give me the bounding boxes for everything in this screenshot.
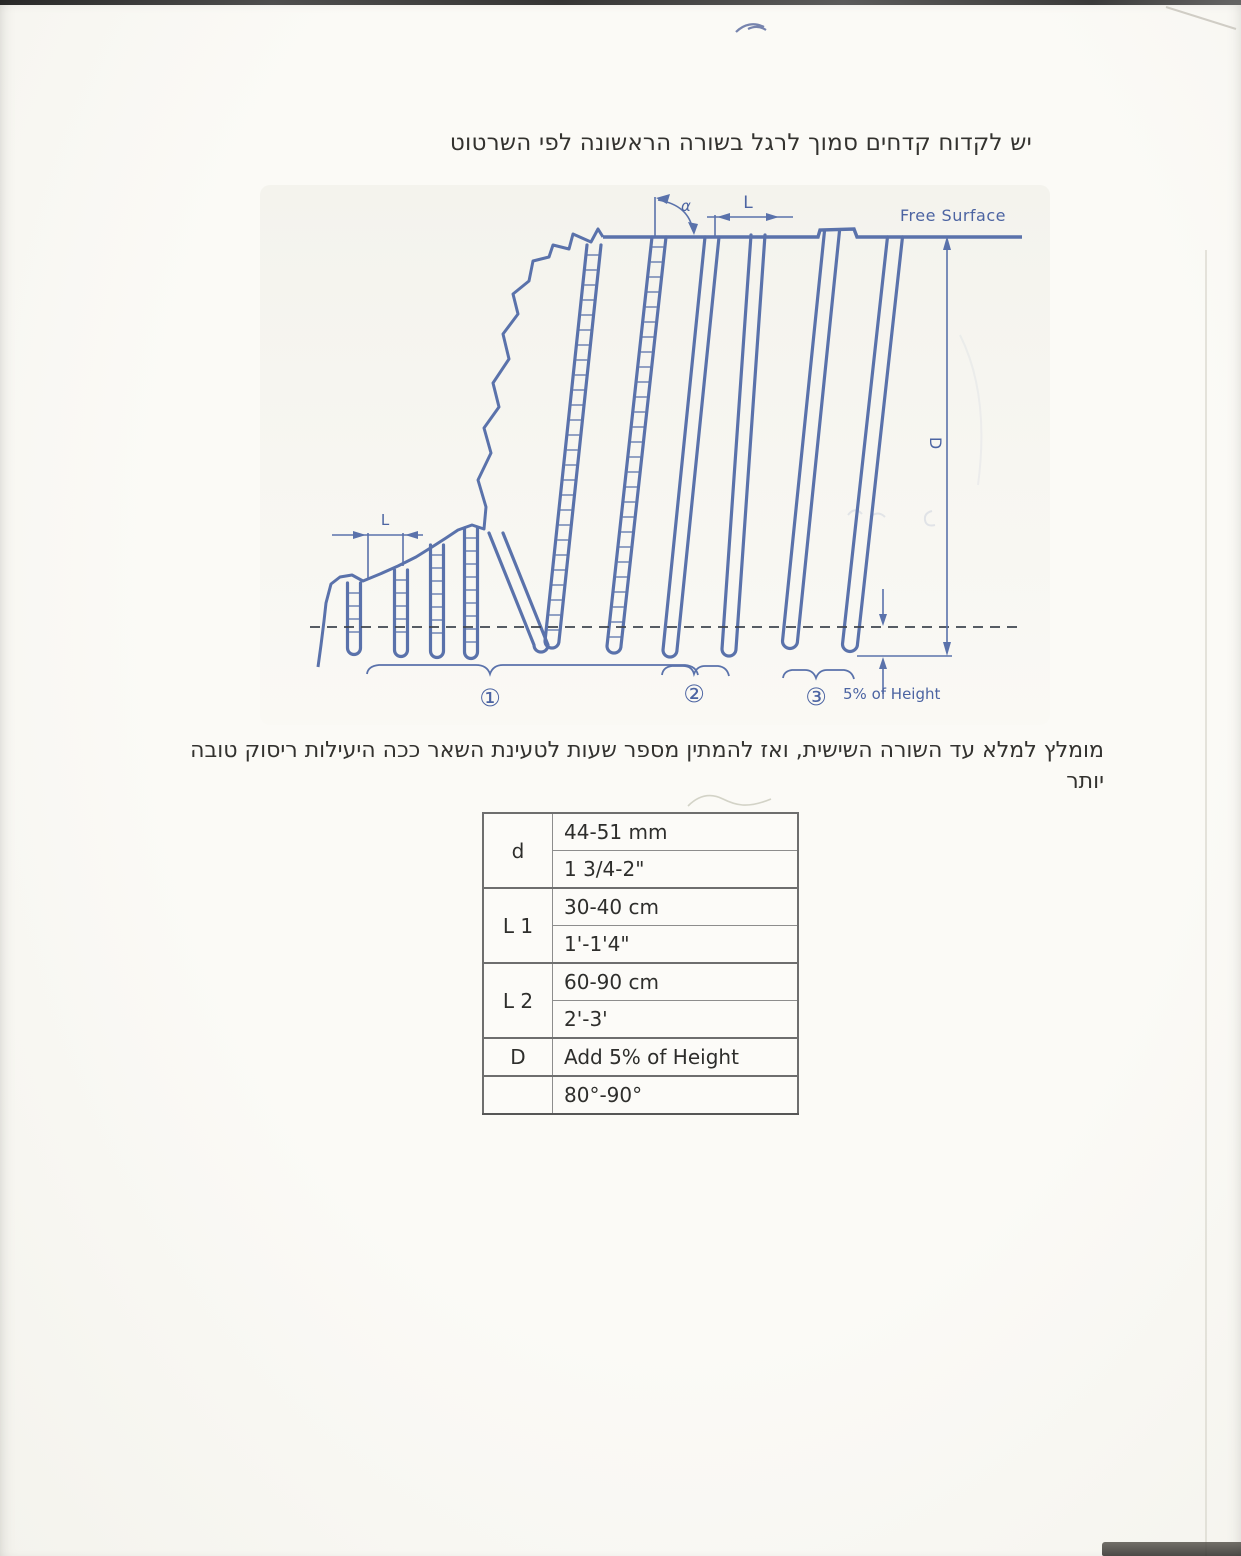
spec-table [482, 812, 799, 1115]
crease-mark [1162, 2, 1241, 34]
param-label-d: d [483, 813, 553, 888]
param-label-l2: L 2 [483, 963, 553, 1038]
note-paragraph [174, 735, 1104, 797]
group-braces [367, 665, 854, 679]
pen-mark [733, 20, 775, 38]
param-label-depth: D [483, 1038, 553, 1076]
group-2-label: ② [683, 680, 705, 708]
spacing-dimension-top [707, 193, 793, 237]
table-row [483, 1076, 798, 1114]
spacing-label-top: L [743, 193, 753, 213]
param-value: 44-51 mm [553, 813, 799, 851]
paper-edge-line [1204, 250, 1210, 1556]
param-value: 2'-3' [553, 1001, 799, 1039]
blast-diagram [260, 185, 1050, 725]
page-heading: יש לקדוח קדחים סמוך לרגל בשורה הראשונה לפי השרטוט [449, 130, 1032, 156]
scanner-edge-strip [0, 0, 1241, 5]
param-label-l1: L 1 [483, 888, 553, 963]
param-value: 30-40 cm [553, 888, 799, 926]
spacing-dimension-left [332, 511, 423, 579]
note-line-1: מומלץ למלא עד השורה השישית, ואז להמתין מספר שעות לטעינת השאר ככה היעילות ריסוק טובה [190, 738, 1104, 763]
table-row [483, 963, 798, 1001]
drill-holes [348, 231, 903, 659]
group-1-label: ① [479, 684, 501, 712]
table-row [483, 813, 798, 851]
spacing-label-left: L [380, 511, 390, 529]
group-3-label: ③ [805, 683, 827, 711]
free-surface-label: Free Surface [900, 206, 1006, 225]
angle-label: α [681, 197, 691, 215]
param-value: 60-90 cm [553, 963, 799, 1001]
table-row [483, 1038, 798, 1076]
angle-annotation [655, 194, 698, 237]
table-row [483, 888, 798, 926]
note-line-2: יותר [1066, 769, 1104, 794]
bleed-through-marks [848, 335, 981, 525]
param-label-angle [483, 1076, 553, 1114]
scan-smudge [1102, 1542, 1241, 1556]
depth-dimension [926, 236, 951, 656]
param-value: 80°-90° [553, 1076, 799, 1114]
param-value: Add 5% of Height [553, 1038, 799, 1076]
pencil-squiggle [685, 790, 777, 814]
subdrill-label: 5% of Height [843, 685, 941, 703]
param-value: 1 3/4-2" [553, 851, 799, 889]
param-value: 1'-1'4" [553, 926, 799, 964]
depth-label: D [926, 436, 945, 450]
